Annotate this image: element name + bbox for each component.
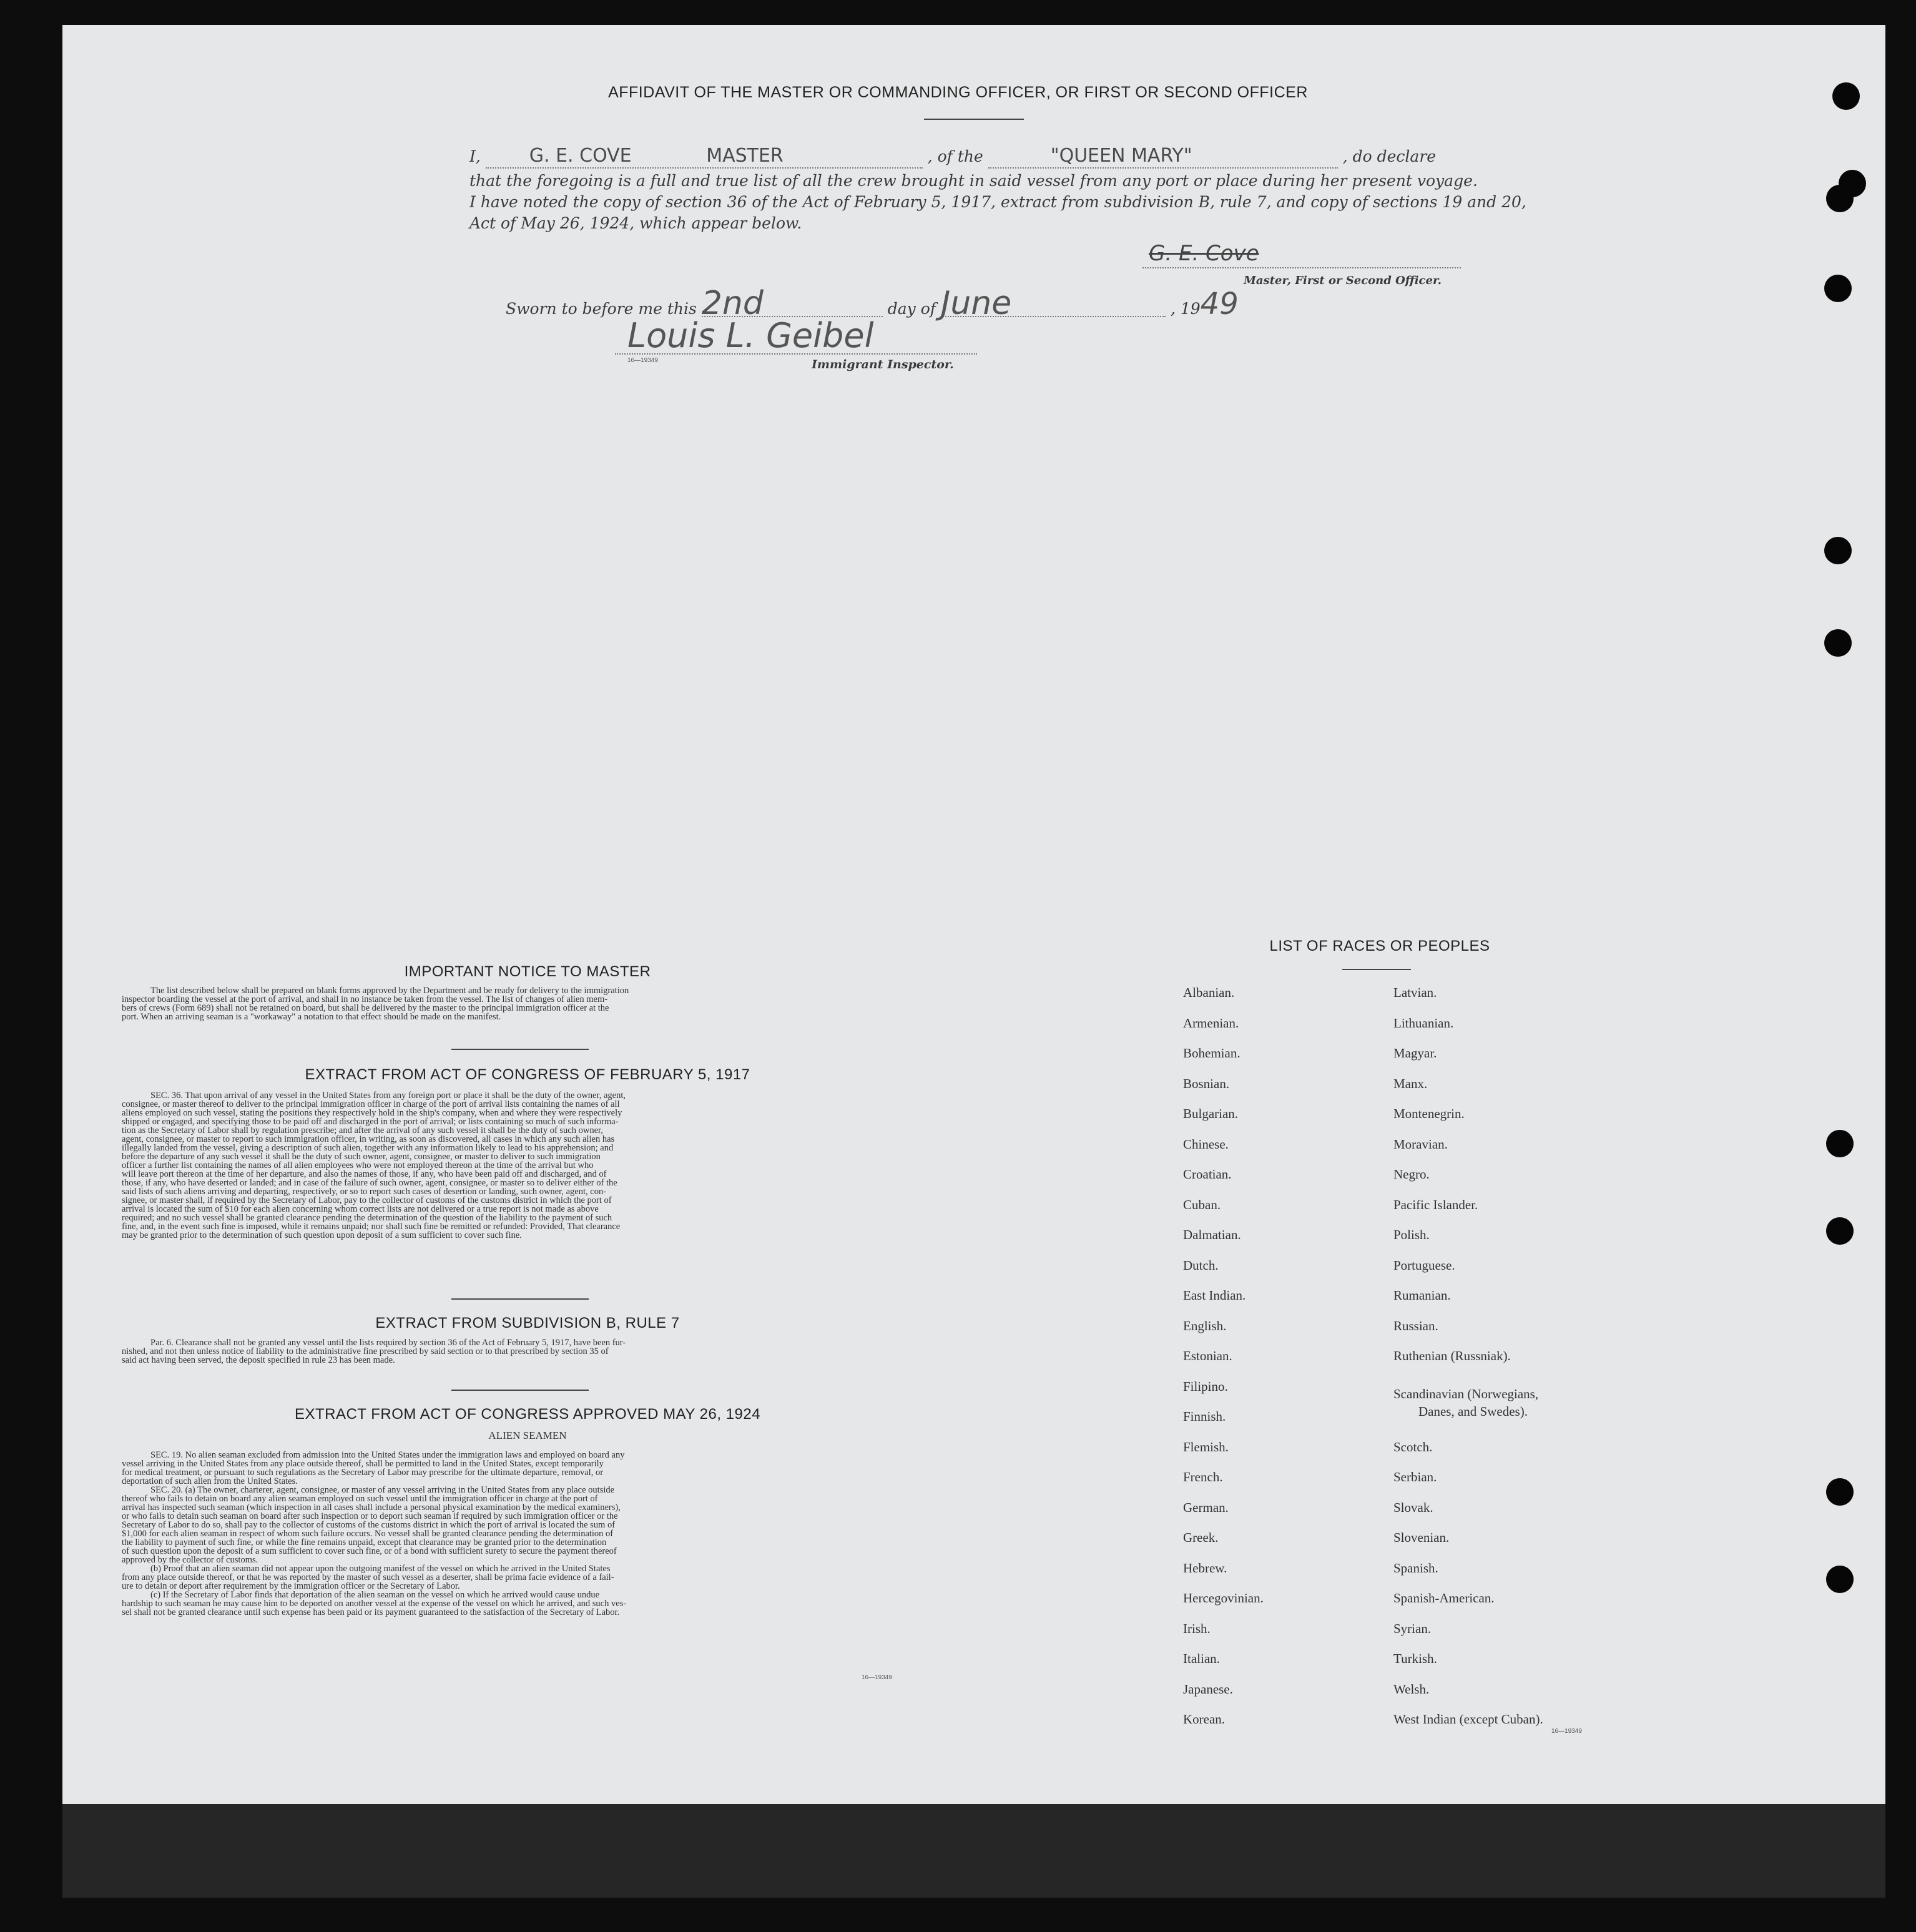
- master-name: G. E. COVE: [529, 145, 632, 167]
- race-item: Spanish.: [1393, 1560, 1438, 1576]
- extract-1924-line: deportation of such alien from the United States.: [122, 1476, 298, 1486]
- notice-line: The list described below shall be prepared on blank forms approved by the Department and be ready for delivery to the immigration: [150, 986, 629, 996]
- race-item: Rumanian.: [1393, 1288, 1451, 1303]
- race-item: Portuguese.: [1393, 1257, 1455, 1273]
- extract-1917-line: fine, and, in the event such fine is imposed, while it remains unpaid; nor shall such fine be remitted or refunded: Provided, That clearance: [122, 1222, 621, 1232]
- form-number: 16—19349: [1551, 1728, 1582, 1735]
- race-item: Montenegrin.: [1393, 1106, 1465, 1121]
- race-item: Negro.: [1393, 1167, 1430, 1182]
- extract-1917-line: required; and no such vessel shall be granted clearance pending the determination of the question of the liability to the payment of such: [122, 1213, 612, 1223]
- declaration-line: Act of May 26, 1924, which appear below.: [469, 214, 802, 232]
- race-item: Spanish-American.: [1393, 1591, 1495, 1606]
- extract-1924-line: for medical treatment, or pursuant to such regulations as the Secretary of Labor may prescribe for the ultimate departure, removal, or: [122, 1468, 604, 1478]
- punch-hole: [1826, 185, 1854, 212]
- race-item: Polish.: [1393, 1227, 1430, 1242]
- race-item: Slovak.: [1393, 1499, 1433, 1515]
- race-item: Hercegovinian.: [1183, 1591, 1264, 1606]
- inspector-signature: Louis L. Geibel: [627, 316, 874, 355]
- race-item: Greek.: [1183, 1530, 1219, 1545]
- extract-1917-line: agent, consignee, or master to report to such immigration officer, in writing, as soon as discovered, all cases in which any such alien has: [122, 1134, 615, 1144]
- extract-1917-line: consignee, or master thereof to deliver to the principal immigration officer in charge of the port of arrival lists containing the names of all: [122, 1099, 620, 1109]
- race-item: Italian.: [1183, 1651, 1220, 1666]
- punch-hole: [1824, 537, 1852, 564]
- do-declare-label: , do declare: [1342, 147, 1437, 165]
- master-rank: MASTER: [706, 145, 784, 167]
- notice-body: [122, 986, 921, 1021]
- race-item: Dalmatian.: [1183, 1227, 1241, 1242]
- punch-hole: [1824, 629, 1852, 657]
- extract-1917-line: officer a further list containing the names of all alien employees who were not employed thereon at the time of the arrival but who: [122, 1160, 594, 1170]
- race-item: Magyar.: [1393, 1046, 1437, 1061]
- extract-1924-line: Secretary of Labor to do so, shall pay to the collector of customs of the customs district in which the port of arrival is located the sum of: [122, 1520, 616, 1530]
- race-item: English.: [1183, 1318, 1227, 1333]
- race-item: Slovenian.: [1393, 1530, 1450, 1545]
- race-item: Cuban.: [1183, 1197, 1221, 1212]
- subdivision-b-heading: EXTRACT FROM SUBDIVISION B, RULE 7: [375, 1315, 680, 1331]
- notice-heading: IMPORTANT NOTICE TO MASTER: [404, 963, 651, 980]
- extract-1924-line: $1,000 for each alien seaman in respect of whom such failure occurs. No vessel shall be granted clearance pending the determination of: [122, 1529, 614, 1539]
- race-item: Armenian.: [1183, 1015, 1239, 1031]
- race-item: Russian.: [1393, 1318, 1438, 1333]
- divider: [1342, 969, 1411, 970]
- subdivision-b-line: nished, and not then unless notice of liability to the administrative fine prescribed by said section or to that prescribed by section 35 of: [122, 1346, 609, 1356]
- race-item: Finnish.: [1183, 1409, 1226, 1424]
- extract-1924-line: sel shall not be granted clearance until such expense has been paid or its payment guaranteed to the satisfaction of the Secretary of Labor.: [122, 1607, 620, 1617]
- extract-1924-line: vessel arriving in the United States from any place outside thereof, shall be permitted to land in the United States, except temporarily: [122, 1459, 604, 1469]
- affidavit-i: I,: [469, 147, 481, 165]
- extract-1924-line: or who fails to detain such seaman on board after such inspection or to deport such seaman if required by such immigration officer or the: [122, 1511, 618, 1521]
- races-heading: LIST OF RACES OR PEOPLES: [1269, 938, 1490, 954]
- affidavit-line1: [469, 145, 1481, 169]
- signature-line: [1142, 267, 1461, 268]
- declaration-line: I have noted the copy of section 36 of the Act of February 5, 1917, extract from subdivision B, rule 7, and copy of sections 19 and 20,: [469, 193, 1526, 211]
- of-the-label: , of the: [927, 147, 983, 165]
- form-number: 16—19349: [627, 357, 658, 364]
- race-item: Hebrew.: [1183, 1560, 1227, 1576]
- extract-1924-line: (c) If the Secretary of Labor finds that deportation of the alien seaman on the vessel on which he arrived would cause undue: [150, 1590, 600, 1600]
- vessel-name-field: [988, 145, 1338, 169]
- race-item: Bohemian.: [1183, 1046, 1240, 1061]
- extract-1917-line: those, if any, who have deserted or landed; and in case of the failure of such owner, agent, consignee, or master so to deliver either of the: [122, 1178, 617, 1188]
- divider: [451, 1298, 589, 1300]
- day-of-label: day of: [887, 300, 936, 318]
- race-item: West Indian (except Cuban).: [1393, 1712, 1543, 1727]
- divider: [924, 119, 1024, 120]
- extract-1917-line: aliens employed on such vessel, stating the positions they respectively hold in the ship's company, when and where they were respectively: [122, 1108, 622, 1118]
- race-item: Korean.: [1183, 1712, 1226, 1727]
- race-item: German.: [1183, 1499, 1229, 1515]
- punch-hole: [1826, 1217, 1854, 1245]
- declaration-line: that the foregoing is a full and true list of all the crew brought in said vessel from any port or place during her present voyage.: [469, 172, 1478, 190]
- extract-1924-line: from any place outside thereof, or that he was reported by the master of such vessel as a deserter, shall be prima facie evidence of a fail-: [122, 1572, 614, 1582]
- punch-hole: [1826, 1478, 1854, 1506]
- race-item: Ruthenian (Russniak).: [1393, 1348, 1511, 1363]
- race-item: Dutch.: [1183, 1257, 1219, 1273]
- extract-1917-body: [122, 1091, 921, 1240]
- punch-hole: [1824, 275, 1852, 302]
- extract-1917-line: shipped or engaged, and specifying those to be paid off and discharged in the port of arrival; or lists containing so much of such informa-: [122, 1117, 619, 1127]
- race-item: Scotch.: [1393, 1439, 1433, 1454]
- subdivision-b-body: [122, 1338, 921, 1365]
- notice-line: inspector boarding the vessel at the port of arrival, and shall in no instance be taken from the vessel. The list of changes of alien mem-: [122, 994, 608, 1004]
- race-item-continuation: Danes, and Swedes).: [1418, 1403, 1528, 1419]
- race-item: Welsh.: [1393, 1681, 1430, 1697]
- extract-1917-line: signee, or master shall, if required by the Secretary of Labor, pay to the collector of customs of the customs district in which the port of: [122, 1195, 612, 1205]
- sworn-month: June: [941, 291, 1166, 317]
- form-number: 16—19349: [862, 1674, 892, 1681]
- race-item: Scandinavian (Norwegians,: [1393, 1386, 1539, 1401]
- extract-1917-heading: EXTRACT FROM ACT OF CONGRESS OF FEBRUARY 5, 1917: [305, 1066, 750, 1083]
- extract-1917-line: will leave port thereon at the time of her departure, and also the names of those, if any, who have been paid off and discharged, and of: [122, 1169, 607, 1179]
- year-prefix: , 19: [1170, 300, 1201, 318]
- notice-line: bers of crews (Form 689) shall not be retained on board, but shall be delivered by the master to the principal immigration officer at the: [122, 1003, 609, 1013]
- punch-hole: [1826, 1130, 1854, 1157]
- extract-1917-line: illegally landed from the vessel, giving a description of such alien, together with any information likely to lead to his apprehension; and: [122, 1143, 614, 1153]
- vessel-name: "QUEEN MARY": [1050, 145, 1192, 167]
- extract-1924-line: SEC. 19. No alien seaman excluded from admission into the United States under the immigration laws and employed on board any: [150, 1450, 625, 1460]
- race-item: Lithuanian.: [1393, 1015, 1454, 1031]
- race-item: Chinese.: [1183, 1136, 1229, 1152]
- race-item: Croatian.: [1183, 1167, 1232, 1182]
- extract-1924-line: SEC. 20. (a) The owner, charterer, agent, consignee, or master of any vessel arriving in the United States from any place outside: [150, 1485, 615, 1495]
- race-item: Albanian.: [1183, 985, 1235, 1000]
- extract-1917-line: SEC. 36. That upon arrival of any vessel in the United States from any foreign port or place it shall be the duty of the owner, agent,: [150, 1091, 626, 1101]
- divider: [451, 1390, 589, 1391]
- extract-1924-line: ure to detain or deport after requirement by the immigration officer or the Secretary of Labor.: [122, 1581, 460, 1591]
- master-signature: G. E. Cove: [1149, 241, 1259, 266]
- extract-1917-line: tion as the Secretary of Labor shall by regulation prescribe; and after the arrival of any such vessel it shall be the duty of such owner,: [122, 1125, 603, 1135]
- alien-seamen-subheading: ALIEN SEAMEN: [488, 1429, 567, 1441]
- extract-1917-line: before the departure of any such vessel it shall be the duty of such owner, agent, consignee, or master to deliver to such immigration: [122, 1152, 601, 1162]
- subdivision-b-line: said act having been served, the deposit specified in rule 23 has been made.: [122, 1355, 395, 1365]
- race-item: Serbian.: [1393, 1469, 1437, 1484]
- race-item: Turkish.: [1393, 1651, 1437, 1666]
- scan-bottom-edge: [62, 1804, 1885, 1898]
- extract-1924-line: hardship to such seaman he may cause him to be deported on another vessel at the expense of the vessel on which he arrived, and such ves-: [122, 1599, 627, 1609]
- extract-1924-line: arrival has inspected such seaman (which inspection in all cases shall include a personal physical examination by the medical examiners),: [122, 1503, 621, 1513]
- race-item: Syrian.: [1393, 1621, 1432, 1636]
- extract-1924-body: [122, 1451, 921, 1617]
- extract-1924-heading: EXTRACT FROM ACT OF CONGRESS APPROVED MAY 26, 1924: [294, 1406, 761, 1423]
- extract-1917-line: said lists of such aliens arriving and departing, respectively, or so to report such cases of desertion or landing, such owner, agent, con-: [122, 1187, 607, 1197]
- extract-1917-line: may be granted prior to the determination of such question upon deposit of a sum sufficient to cover such fine.: [122, 1230, 522, 1240]
- race-item: French.: [1183, 1469, 1223, 1484]
- race-item: Pacific Islander.: [1393, 1197, 1478, 1212]
- divider: [451, 1049, 589, 1050]
- master-name-field: [486, 145, 923, 169]
- subdivision-b-line: Par. 6. Clearance shall not be granted any vessel until the lists required by section 36 of the Act of February 5, 1917, have been fur-: [150, 1338, 626, 1348]
- race-item: Bosnian.: [1183, 1076, 1230, 1091]
- race-item: Japanese.: [1183, 1681, 1233, 1697]
- extract-1924-line: approved by the collector of customs.: [122, 1555, 258, 1565]
- extract-1924-line: thereof who fails to detain on board any alien seaman employed on such vessel until the immigration officer in charge at the port of: [122, 1494, 598, 1504]
- race-item: Bulgarian.: [1183, 1106, 1239, 1121]
- race-item: Latvian.: [1393, 985, 1437, 1000]
- inspector-caption: Immigrant Inspector.: [812, 358, 954, 371]
- extract-1924-line: of such question upon the deposit of a sum sufficient to cover such fine, or of a bond with sufficient surety to secure the payment thereof: [122, 1546, 617, 1556]
- race-item: Estonian.: [1183, 1348, 1232, 1363]
- sworn-year: 49: [1200, 287, 1239, 321]
- race-item: Flemish.: [1183, 1439, 1229, 1454]
- race-item: East Indian.: [1183, 1288, 1246, 1303]
- race-item: Manx.: [1393, 1076, 1428, 1091]
- extract-1917-line: arrival is located the sum of $10 for each alien concerning whom correct lists are not delivered or a true report is not made as above: [122, 1204, 599, 1214]
- signature-caption: Master, First or Second Officer.: [1244, 274, 1442, 287]
- punch-hole: [1826, 1566, 1854, 1593]
- sworn-prefix: Sworn to before me this: [506, 300, 697, 318]
- sworn-day: 2nd: [702, 291, 883, 317]
- race-item: Moravian.: [1393, 1136, 1448, 1152]
- extract-1924-line: the liability to payment of such fine, or while the fine remains unpaid, except that clearance may be granted prior to the determination: [122, 1537, 607, 1547]
- affidavit-title: AFFIDAVIT OF THE MASTER OR COMMANDING OFFICER, OR FIRST OR SECOND OFFICER: [608, 84, 1308, 101]
- race-item: Filipino.: [1183, 1378, 1228, 1394]
- race-item: Irish.: [1183, 1621, 1211, 1636]
- notice-line: port. When an arriving seaman is a "workaway" a notation to that effect should be made on the manifest.: [122, 1012, 501, 1022]
- extract-1924-line: (b) Proof that an alien seaman did not appear upon the outgoing manifest of the vessel on which he arrived in the United States: [150, 1564, 611, 1574]
